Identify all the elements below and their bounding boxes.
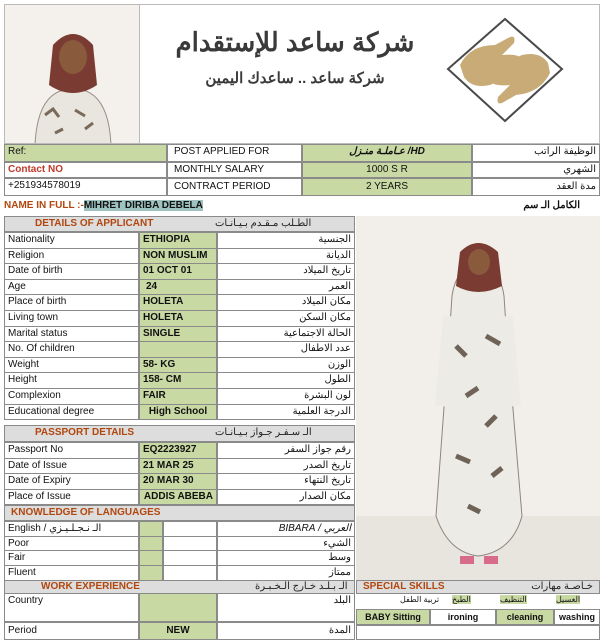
language-spacer bbox=[163, 550, 217, 566]
language-level-label: Poor bbox=[4, 536, 139, 552]
language-arabic-label: وسط bbox=[217, 550, 355, 566]
applicant-field-value bbox=[139, 341, 217, 358]
ref-cell bbox=[4, 144, 167, 162]
applicant-field-arabic: الطول bbox=[217, 372, 355, 389]
contact-label: Contact NO bbox=[4, 162, 167, 178]
applicant-section-header: DETAILS OF APPLICANT الطـلب مـقـدم بـيـانـات bbox=[4, 216, 355, 232]
passport-field-label: Date of Expiry bbox=[4, 473, 139, 490]
work-country-label: Country bbox=[4, 594, 139, 622]
language-level-label: Fluent bbox=[4, 565, 139, 581]
passport-field-label: Place of Issue bbox=[4, 489, 139, 506]
applicant-field-value: HOLETA bbox=[139, 294, 217, 311]
language-spacer bbox=[163, 521, 217, 537]
passport-field-value: ADDIS ABEBA bbox=[139, 489, 217, 506]
applicant-field-label: Age bbox=[4, 279, 139, 296]
passport-section-arabic: الـ سـفـر جـواز بـيـانـات bbox=[215, 427, 312, 438]
post-arabic: الوظيفة الراتب bbox=[472, 144, 600, 162]
applicant-field-value: 01 OCT 01 bbox=[139, 263, 217, 280]
post-value: HD/ عـاملـة منـزل bbox=[302, 144, 472, 162]
applicant-field-label: Nationality bbox=[4, 232, 139, 249]
hands-logo-icon bbox=[440, 15, 570, 125]
skills-section-arabic: خـاصـة مهارات bbox=[531, 581, 593, 592]
applicant-field-arabic: الجنسية bbox=[217, 232, 355, 249]
passport-field-value: 21 MAR 25 bbox=[139, 458, 217, 475]
applicant-field-label: Religion bbox=[4, 248, 139, 265]
applicant-field-label: Place of birth bbox=[4, 294, 139, 311]
applicant-field-value: ETHIOPIA bbox=[139, 232, 217, 249]
applicant-field-label: Complexion bbox=[4, 388, 139, 405]
skill-arabic-label: الغسيل bbox=[556, 595, 581, 604]
applicant-fullbody-photo bbox=[356, 216, 600, 580]
applicant-field-value: SINGLE bbox=[139, 326, 217, 343]
skill-arabic-label: تربية الطفل bbox=[400, 595, 440, 604]
language-spacer bbox=[163, 565, 217, 581]
passport-field-label: Passport No bbox=[4, 442, 139, 459]
name-value: MIHRET DIRIBA DEBELA bbox=[83, 200, 203, 211]
applicant-field-value: NON MUSLIM bbox=[139, 248, 217, 265]
skill-item: washing bbox=[554, 609, 600, 625]
work-section-arabic: الـ بـلـد خـارج الـخـبـرة bbox=[255, 581, 348, 592]
applicant-portrait-photo bbox=[4, 4, 140, 144]
applicant-field-label: Living town bbox=[4, 310, 139, 327]
applicant-field-arabic: مكان السكن bbox=[217, 310, 355, 327]
applicant-field-label: No. Of children bbox=[4, 341, 139, 358]
applicant-field-arabic: الدرجة العلمية bbox=[217, 404, 355, 421]
salary-value: 1000 S R bbox=[302, 162, 472, 178]
language-level-label: English / الـ نـجـلـيـزي bbox=[4, 521, 139, 537]
name-label: NAME IN FULL :- bbox=[4, 200, 84, 211]
salary-label: MONTHLY SALARY bbox=[167, 162, 302, 178]
applicant-section-arabic: الطـلب مـقـدم بـيـانـات bbox=[215, 218, 312, 229]
work-period-arabic: المدة bbox=[217, 622, 355, 640]
applicant-field-value: FAIR bbox=[139, 388, 217, 405]
company-slogan-arabic: شركة ساعد .. ساعدك اليمين bbox=[205, 70, 385, 87]
passport-field-arabic: تاريخ النتهاء bbox=[217, 473, 355, 490]
name-arabic: الكامل الـ سم bbox=[523, 200, 580, 211]
work-period-value: NEW bbox=[139, 622, 217, 640]
applicant-field-arabic: لون البشرة bbox=[217, 388, 355, 405]
applicant-field-value: 24 bbox=[139, 279, 217, 296]
language-english-check bbox=[139, 550, 163, 566]
post-label: POST APPLIED FOR bbox=[167, 144, 302, 162]
ref-label: Ref: bbox=[8, 146, 27, 157]
skill-item: ironing bbox=[430, 609, 496, 625]
applicant-field-arabic: تاريخ الميلاد bbox=[217, 263, 355, 280]
skill-arabic-label: الطبخ bbox=[452, 595, 471, 604]
applicant-field-value: 158- CM bbox=[139, 372, 217, 389]
applicant-field-arabic: الحالة الاجتماعية bbox=[217, 326, 355, 343]
applicant-field-value: High School bbox=[139, 404, 217, 421]
salary-arabic: الشهري bbox=[472, 162, 600, 178]
work-country-arabic: البلد bbox=[217, 594, 355, 622]
passport-field-arabic: مكان الصدار bbox=[217, 489, 355, 506]
languages-section-header: KNOWLEDGE OF LANGUAGES bbox=[4, 505, 355, 521]
applicant-field-value: HOLETA bbox=[139, 310, 217, 327]
applicant-field-label: Height bbox=[4, 372, 139, 389]
name-row bbox=[4, 198, 600, 214]
language-spacer bbox=[163, 536, 217, 552]
company-logo bbox=[140, 4, 600, 144]
applicant-field-label: Date of birth bbox=[4, 263, 139, 280]
contact-value: +251934578019 bbox=[4, 178, 167, 196]
passport-field-value: EQ2223927 bbox=[139, 442, 217, 459]
work-country-value bbox=[139, 594, 217, 622]
skill-item: cleaning bbox=[496, 609, 554, 625]
passport-section-header: PASSPORT DETAILS الـ سـفـر جـواز بـيـانـات bbox=[4, 425, 355, 442]
language-arabic-label: العربي / BIBARA bbox=[217, 521, 355, 537]
applicant-field-value: 58- KG bbox=[139, 357, 217, 374]
language-english-check bbox=[139, 521, 163, 537]
language-english-check bbox=[139, 565, 163, 581]
skill-arabic-label: التنظيف bbox=[500, 595, 527, 604]
language-level-label: Fair bbox=[4, 550, 139, 566]
work-period-label: Period bbox=[4, 622, 139, 640]
period-arabic: مدة العقد bbox=[472, 178, 600, 196]
period-value: 2 YEARS bbox=[302, 178, 472, 196]
passport-field-arabic: تاريخ الصدر bbox=[217, 458, 355, 475]
applicant-field-label: Weight bbox=[4, 357, 139, 374]
passport-field-arabic: رقم جواز السفر bbox=[217, 442, 355, 459]
work-section-header: WORK EXPERIENCE الـ بـلـد خـارج الـخـبـرة bbox=[4, 580, 355, 594]
language-arabic-label: الشيء bbox=[217, 536, 355, 552]
language-english-check bbox=[139, 536, 163, 552]
passport-field-label: Date of Issue bbox=[4, 458, 139, 475]
applicant-field-arabic: الديانة bbox=[217, 248, 355, 265]
applicant-field-arabic: عدد الاطفال bbox=[217, 341, 355, 358]
applicant-field-arabic: مكان الميلاد bbox=[217, 294, 355, 311]
skills-section-header: SPECIAL SKILLS خـاصـة مهارات bbox=[356, 580, 600, 594]
period-label: CONTRACT PERIOD bbox=[167, 178, 302, 196]
skills-empty-row bbox=[356, 625, 600, 640]
passport-field-value: 20 MAR 30 bbox=[139, 473, 217, 490]
applicant-field-arabic: العمر bbox=[217, 279, 355, 296]
company-name-arabic: شركة ساعد للإستقدام bbox=[175, 27, 415, 57]
applicant-field-label: Educational degree bbox=[4, 404, 139, 421]
applicant-field-arabic: الوزن bbox=[217, 357, 355, 374]
skill-item: BABY Sitting bbox=[356, 609, 430, 625]
applicant-field-label: Marital status bbox=[4, 326, 139, 343]
language-arabic-label: ممتاز bbox=[217, 565, 355, 581]
